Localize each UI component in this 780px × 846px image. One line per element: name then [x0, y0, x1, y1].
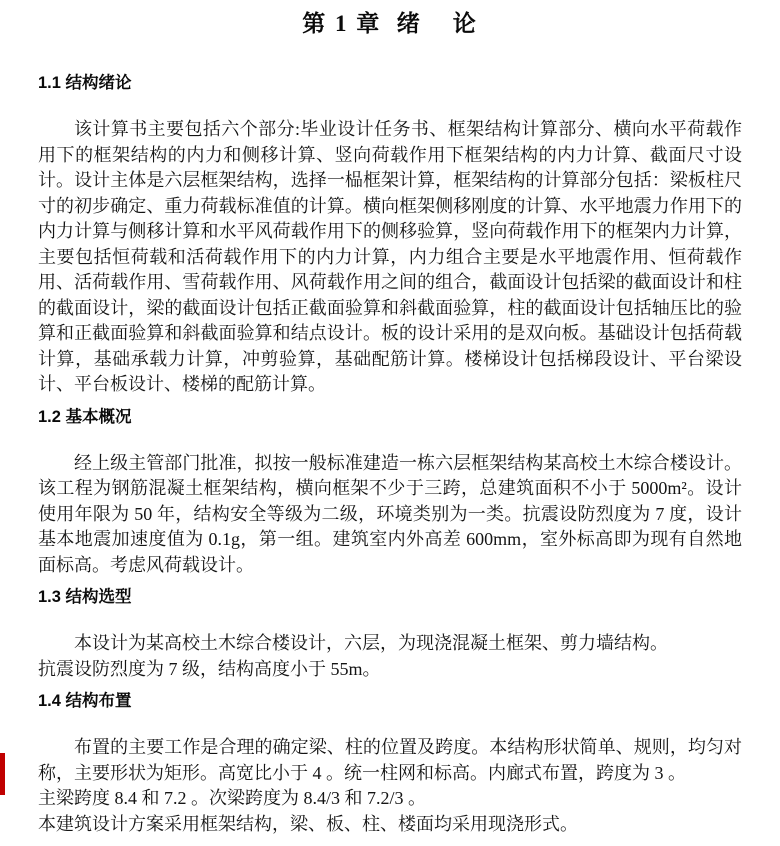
section-heading-1-4: 1.4 结构布置	[38, 692, 132, 710]
paragraph: 主梁跨度 8.4 和 7.2 。次梁跨度为 8.4/3 和 7.2/3 。	[38, 788, 427, 808]
section-heading-1-2: 1.2 基本概况	[38, 407, 132, 426]
section-heading-1-1: 1.1 结构绪论	[38, 74, 132, 92]
section-1-2	[38, 407, 742, 579]
paragraph: 布置的主要工作是合理的确定梁、柱的位置及跨度。本结构形状简单、规则，均匀对称，主要形状为矩形。高宽比小于 4 。统一柱网和标高。内廊式布置，跨度为 3 。	[38, 737, 742, 783]
paragraph: 该计算书主要包括六个部分:毕业设计任务书、框架结构计算部分、横向水平荷载作用下的框架结构的内力和侧移计算、竖向荷载作用下框架结构的内力计算、截面尺寸设计。设计主体是六层框架结构，选择一榀框架计算，框架结构的计算部分包括：梁板柱尺寸的初步确定、重力荷载标准值的计算。横向框架侧移刚度的计算、水平地震力作用下的内力计算与侧移计算和水平风荷载作用下的侧移验算，竖向荷载作用下的框架内力计算，主要包括恒荷载和活荷载作用下的内力计算，内力组合主要是水平地震作用、恒荷载作用、活荷载作用、雪荷载作用、风荷载作用之间的组合，截面设计包括梁的截面设计和柱的截面设计，梁的截面设计包括正截面验算和斜截面验算，柱的截面设计包括轴压比的验算和正截面验算和斜截面验算和结点设计。板的设计采用的是双向板。基础设计包括荷载计算，基础承载力计算，冲剪验算，基础配筋计算。楼梯设计包括梯段设计、平台梁设计、平台板设计、楼梯的配筋计算。	[38, 119, 742, 394]
chapter-title: 第 1 章 绪 论	[302, 11, 478, 36]
paragraph: 抗震设防烈度为 7 级，结构高度小于 55m。	[38, 658, 381, 679]
section-1-1	[38, 73, 742, 398]
red-annotation-mark	[0, 753, 5, 795]
section-1-4	[38, 691, 742, 837]
section-1-3	[38, 587, 742, 682]
section-heading-1-3: 1.3 结构选型	[38, 588, 132, 606]
paragraph: 本设计为某高校土木综合楼设计，六层，为现浇混凝土框架、剪力墙结构。	[74, 633, 668, 653]
paragraph: 经上级主管部门批准，拟按一般标准建造一栋六层框架结构某高校土木综合楼设计。该工程为钢筋混凝土框架结构，横向框架不少于三跨，总建筑面积不小于 5000m²。设计使用年限为 50 年，结构安全等级为二级，环境类别为一类。抗震设防烈度为 7 度，设计基本地震加速度值为 0.1g，第一组。建筑室内外高差 600mm，室外标高即为现有自然地面标高。考虑风荷载设计。	[38, 452, 742, 575]
paragraph: 本建筑设计方案采用框架结构，梁、板、柱、楼面均采用现浇形式。	[38, 813, 578, 834]
